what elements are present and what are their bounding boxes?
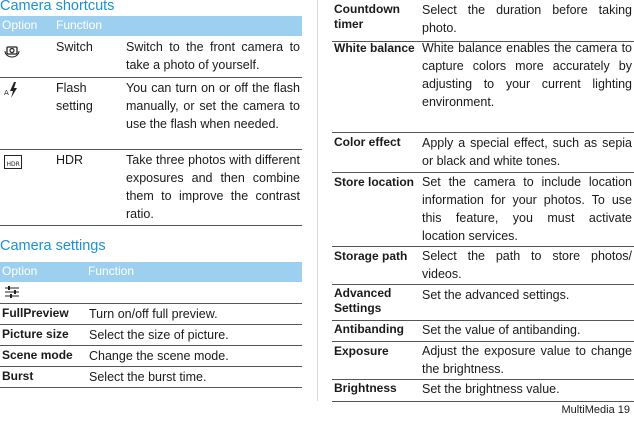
table-row: [332, 132, 634, 173]
option-name: White balance: [334, 41, 415, 55]
option-name: Color effect: [334, 135, 401, 149]
settings-table-header: [0, 262, 302, 282]
table-row: [332, 246, 634, 285]
table-row: [332, 172, 634, 247]
option-desc: Turn on/off full preview.: [89, 307, 218, 321]
option-desc: Set the brightness value.: [422, 382, 560, 396]
option-desc: Select the burst time.: [89, 370, 207, 384]
camera-settings-title: Camera settings: [0, 238, 106, 254]
table-row: [0, 36, 302, 78]
footer-page-number: 19: [617, 404, 630, 416]
table-row: [332, 284, 634, 321]
option-desc: Change the scene mode.: [89, 349, 229, 363]
option-desc: Select the duration before taking photo.: [422, 3, 632, 35]
option-name: Countdown timer: [334, 2, 400, 31]
column-divider: [317, 0, 318, 401]
table-row: [0, 324, 302, 346]
header-function: Function: [56, 18, 103, 32]
table-row: [332, 41, 634, 133]
camera-switch-icon: [4, 42, 20, 58]
option-desc: Adjust the exposure value to change the brightness.: [422, 344, 632, 376]
svg-text:A: A: [4, 89, 9, 97]
option-name: Advanced Settings: [334, 286, 392, 315]
settings-icon-row: [0, 282, 302, 304]
option-desc: You can turn on or off the flash manually, or set the camera to use the flash when needed.: [126, 81, 300, 131]
option-desc: Select the size of picture.: [89, 328, 229, 342]
flash-auto-icon: [4, 81, 22, 99]
hdr-icon: [4, 155, 22, 169]
table-row: [332, 0, 634, 42]
table-row: [332, 341, 634, 380]
table-row: [332, 379, 634, 402]
svg-text:HDR: HDR: [6, 161, 20, 168]
option-desc: Take three photos with different exposures and then combine them to improve the contrast ratio.: [126, 153, 300, 221]
option-name: Scene mode: [2, 348, 73, 362]
table-row: [332, 320, 634, 342]
option-name: Flash setting: [56, 81, 93, 113]
page-footer: [562, 404, 631, 416]
camera-shortcuts-title: Camera shortcuts: [0, 0, 115, 14]
table-row: [0, 345, 302, 367]
option-name: Storage path: [334, 249, 408, 263]
option-name: Picture size: [2, 327, 69, 341]
header-option: Option: [2, 18, 38, 32]
option-desc: Set the value of antibanding.: [422, 323, 581, 337]
table-row: [0, 149, 302, 226]
table-row: [0, 303, 302, 325]
option-desc: Set the advanced settings.: [422, 288, 570, 302]
option-name: Antibanding: [334, 322, 404, 336]
option-name: Store location: [334, 175, 415, 189]
header-option: Option: [2, 264, 38, 278]
footer-section: MultiMedia: [561, 404, 615, 416]
option-name: Exposure: [334, 344, 389, 358]
shortcuts-table-header: [0, 16, 302, 36]
option-desc: Apply a special effect, such as sepia or black and white tones.: [422, 136, 632, 168]
option-name: Brightness: [334, 381, 397, 395]
option-desc: Switch to the front camera to take a photo of yourself.: [126, 40, 300, 72]
option-desc: Select the path to store photos/ videos.: [422, 249, 632, 281]
option-name: HDR: [56, 153, 84, 167]
option-name: Switch: [56, 40, 93, 54]
option-desc: Set the camera to include location information for your photos. To use this feature, you must activate location services.: [422, 175, 632, 243]
header-function: Function: [88, 264, 135, 278]
table-row: [0, 77, 302, 150]
option-name: FullPreview: [2, 306, 69, 320]
option-desc: White balance enables the camera to capture colors more accurately by adjusting to your current lighting environment.: [422, 41, 632, 109]
option-name: Burst: [2, 369, 34, 383]
settings-sliders-icon: [4, 285, 20, 299]
table-row: [0, 366, 302, 388]
